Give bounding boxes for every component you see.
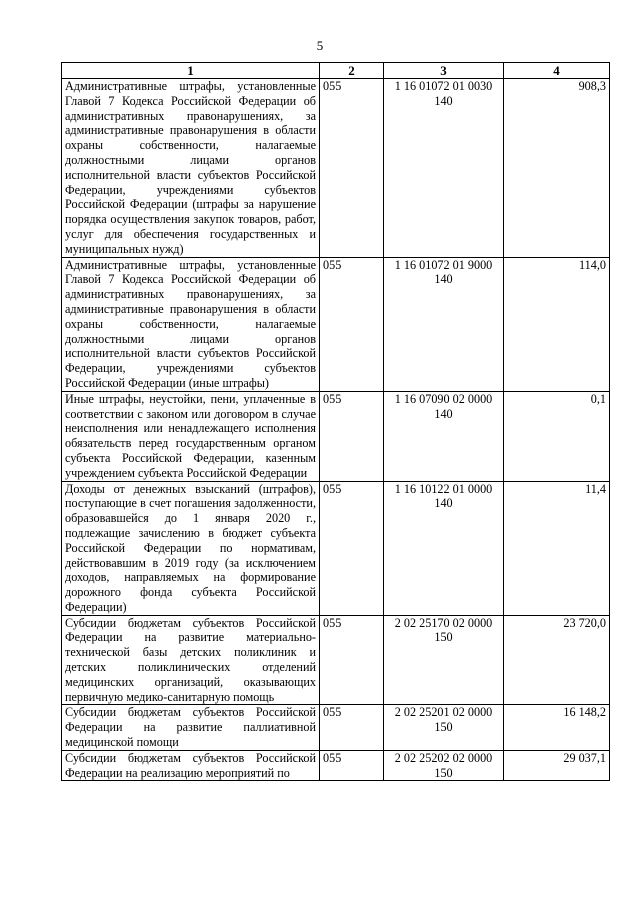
administrator-code-cell: 055 bbox=[320, 79, 384, 258]
revenue-name-cell: Административные штрафы, установленные Главой 7 Кодекса Российской Федерации об административных правонарушениях, за административные правонарушения в области охраны собственности, налагаемые должностными лицами органов исполнительной власти субъектов Российской Федерации, учреждениями субъектов Российской Федерации (иные штрафы) bbox=[62, 257, 320, 391]
administrator-code-cell: 055 bbox=[320, 257, 384, 391]
table-row bbox=[62, 705, 610, 750]
administrator-code-cell: 055 bbox=[320, 705, 384, 750]
table-row bbox=[62, 615, 610, 705]
amount-cell: 23 720,0 bbox=[504, 615, 610, 705]
budget-classification-code-cell: 2 02 25170 02 0000 150 bbox=[384, 615, 504, 705]
revenue-name-cell: Субсидии бюджетам субъектов Российской Федерации на развитие материально-технической базы детских поликлиник и детских поликлинических отделений медицинских организаций, оказывающих первичную медико-санитарную помощь bbox=[62, 615, 320, 705]
budget-classification-code-cell: 1 16 07090 02 0000 140 bbox=[384, 391, 504, 481]
revenue-name-cell: Субсидии бюджетам субъектов Российской Федерации на развитие паллиативной медицинской помощи bbox=[62, 705, 320, 750]
column-header-2: 2 bbox=[320, 63, 384, 79]
column-header-3: 3 bbox=[384, 63, 504, 79]
revenue-name-cell: Доходы от денежных взысканий (штрафов), поступающие в счет погашения задолженности, образовавшейся до 1 января 2020 г., подлежащие зачислению в бюджет субъекта Российской Федерации по нормативам, действовавшим в 2019 году (за исключением доходов, направляемых на формирование дорожного фонда субъекта Российской Федерации) bbox=[62, 481, 320, 615]
revenue-name-cell: Иные штрафы, неустойки, пени, уплаченные в соответствии с законом или договором в случае неисполнения или ненадлежащего исполнения обязательств перед государственным органом субъекта Российской Федерации, казенным учреждением субъекта Российской Федерации bbox=[62, 391, 320, 481]
table-row bbox=[62, 79, 610, 258]
table-row bbox=[62, 257, 610, 391]
column-header-1: 1 bbox=[62, 63, 320, 79]
page-number: 5 bbox=[316, 38, 324, 53]
revenue-name-cell: Субсидии бюджетам субъектов Российской Федерации на реализацию мероприятий по bbox=[62, 750, 320, 781]
budget-classification-code-cell: 1 16 01072 01 0030 140 bbox=[384, 79, 504, 258]
amount-cell: 29 037,1 bbox=[504, 750, 610, 781]
budget-classification-code-cell: 2 02 25202 02 0000 150 bbox=[384, 750, 504, 781]
administrator-code-cell: 055 bbox=[320, 481, 384, 615]
amount-cell: 908,3 bbox=[504, 79, 610, 258]
amount-cell: 0,1 bbox=[504, 391, 610, 481]
header-row bbox=[62, 63, 610, 79]
table-row bbox=[62, 391, 610, 481]
table-row bbox=[62, 750, 610, 781]
budget-classification-code-cell: 2 02 25201 02 0000 150 bbox=[384, 705, 504, 750]
budget-classification-code-cell: 1 16 01072 01 9000 140 bbox=[384, 257, 504, 391]
revenue-table bbox=[61, 62, 610, 781]
amount-cell: 11,4 bbox=[504, 481, 610, 615]
revenue-name-cell: Административные штрафы, установленные Главой 7 Кодекса Российской Федерации об административных правонарушениях, за административные правонарушения в области охраны собственности, налагаемые должностными лицами органов исполнительной власти субъектов Российской Федерации, учреждениями субъектов Российской Федерации (штрафы за нарушение порядка осуществления закупок товаров, работ, услуг для обеспечения государственных и муниципальных нужд) bbox=[62, 79, 320, 258]
amount-cell: 114,0 bbox=[504, 257, 610, 391]
administrator-code-cell: 055 bbox=[320, 615, 384, 705]
administrator-code-cell: 055 bbox=[320, 391, 384, 481]
column-header-4: 4 bbox=[504, 63, 610, 79]
budget-classification-code-cell: 1 16 10122 01 0000 140 bbox=[384, 481, 504, 615]
administrator-code-cell: 055 bbox=[320, 750, 384, 781]
amount-cell: 16 148,2 bbox=[504, 705, 610, 750]
table-row bbox=[62, 481, 610, 615]
